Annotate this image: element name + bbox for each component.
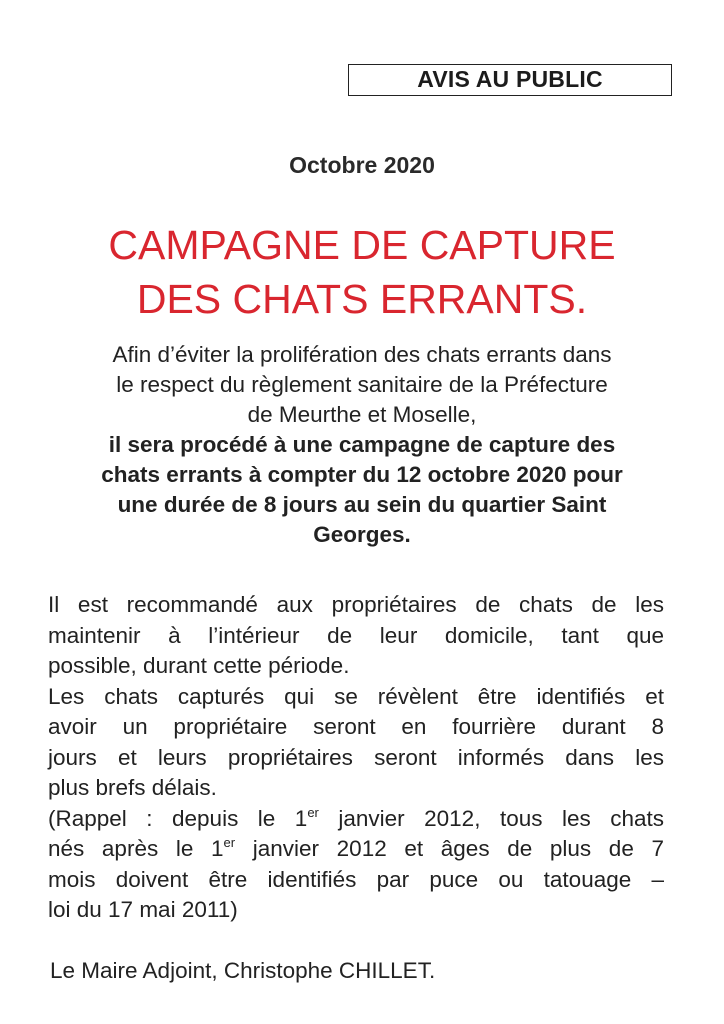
reminder-line-2-start: nés après le 1 [48, 836, 224, 861]
reminder-line-3: mois doivent être identifiés par puce ou tatouage – [48, 866, 664, 892]
recommendation-line-3: possible, durant cette période. [48, 653, 350, 678]
intro-line-3: de Meurthe et Moselle, [247, 402, 477, 427]
intro-bold-line-2: chats errants à compter du 12 octobre 2020 pour [101, 462, 623, 487]
intro-line-1: Afin d’éviter la prolifération des chats errants dans [112, 342, 612, 367]
reminder-line-1-end: janvier 2012, tous les chats [318, 805, 664, 831]
reminder-line-2 [48, 834, 664, 865]
reminder-line-2-superscript: er [223, 835, 236, 850]
recommendation-line-1: Il est recommandé aux propriétaires de chats de les [48, 592, 664, 617]
reminder-line-4: loi du 17 mai 2011) [48, 897, 238, 922]
captured-cats-line-1: Les chats capturés qui se révèlent être identifiés et [48, 683, 664, 709]
signature: Le Maire Adjoint, Christophe CHILLET. [50, 958, 436, 983]
notice-label: AVIS AU PUBLIC [417, 66, 603, 92]
captured-cats-line-3: jours et leurs propriétaires seront informés dans les [48, 744, 664, 770]
reminder-line-1-start: (Rappel : depuis le 1 [48, 805, 308, 831]
intro-line-2: le respect du règlement sanitaire de la Préfecture [116, 372, 608, 397]
reminder-line-1 [48, 804, 664, 835]
reminder-line-2-end: janvier 2012 et âges de plus de 7 [235, 836, 664, 861]
intro-bold-line-3: une durée de 8 jours au sein du quartier Saint [117, 492, 607, 517]
body-text [48, 590, 664, 926]
intro-bold-line-1: il sera procédé à une campagne de capture des [108, 432, 616, 457]
reminder-line-1-superscript: er [307, 804, 319, 820]
captured-cats-line-2: avoir un propriétaire seront en fourrière durant 8 [48, 714, 664, 739]
notice-label-box [348, 64, 672, 96]
recommendation-line-2: maintenir à l’intérieur de leur domicile, tant que [48, 622, 664, 648]
headline [0, 218, 724, 326]
headline-line-2: DES CHATS ERRANTS. [136, 276, 588, 322]
intro-bold-line-4: Georges. [313, 522, 411, 547]
notice-date: Octobre 2020 [289, 152, 435, 178]
headline-line-1: CAMPAGNE DE CAPTURE [108, 222, 616, 268]
captured-cats-line-4: plus brefs délais. [48, 775, 217, 800]
intro-paragraph [40, 340, 684, 550]
